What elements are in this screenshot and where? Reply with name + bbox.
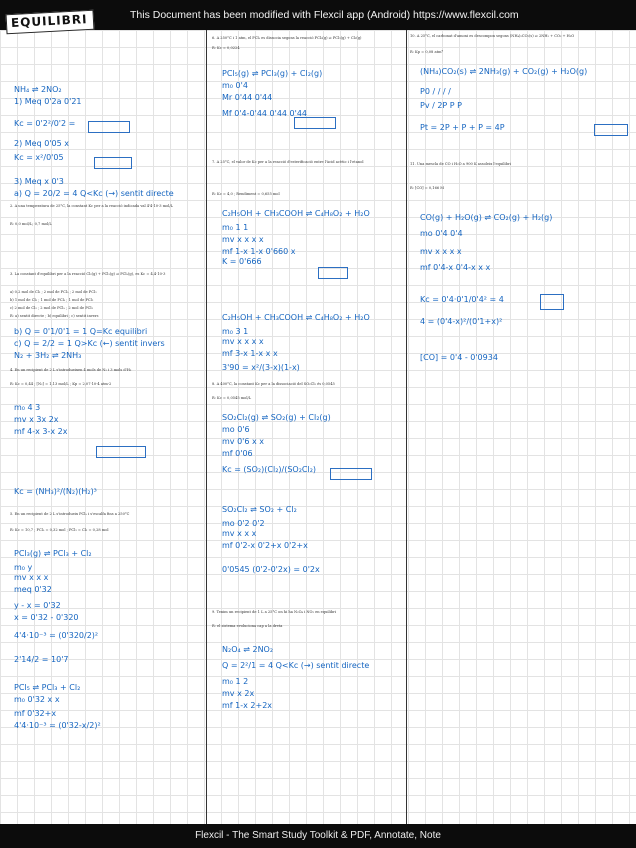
handwritten-line: mf 0'2-x 0'2+x 0'2+x <box>222 541 308 550</box>
printed-exercise-text: b) 1 mol de Cl₂ ; 1 mol de PCl₅ ; 1 mol de PCl₃ <box>10 298 94 302</box>
handwritten-line: b) Q = 0'1/0'1 = 1 Q=Kc equilibri <box>14 327 148 336</box>
handwritten-line: mo 0'2 0'2 <box>222 519 265 528</box>
handwritten-line: m₀ 3 1 <box>222 327 249 336</box>
watermark-notice: This Document has been modified with Flexcil app (Android) https://www.flexcil.com <box>130 9 519 21</box>
handwritten-line: C₂H₅OH + CH₃COOH ⇌ C₄H₈O₂ + H₂O <box>222 313 370 322</box>
result-box <box>594 124 628 136</box>
handwritten-line: mv x x x x <box>222 337 264 346</box>
handwritten-line: 4 = (0'4-x)²/(0'1+x)² <box>420 317 503 326</box>
printed-exercise-text: R: Kc = 4,0 ; Rendiment = 0,655 mol <box>212 192 280 196</box>
handwritten-line: K = 0'666 <box>222 257 262 266</box>
handwritten-line: m₀ y <box>14 563 33 572</box>
handwritten-line: mo 0'6 <box>222 425 250 434</box>
handwritten-line: PCl₃(g) ⇌ PCl₃ + Cl₂ <box>14 549 92 558</box>
handwritten-line: Q = 2²/1 = 4 Q<Kc (→) sentit directe <box>222 661 370 670</box>
printed-exercise-text: 7. A 25°C, el valor de Kc per a la reacció d'esterificació entre l'àcid acètic i l'etanol <box>212 160 364 164</box>
graph-paper-page <box>0 30 636 824</box>
handwritten-line: PCl₅ ⇌ PCl₃ + Cl₂ <box>14 683 81 692</box>
handwritten-line: mf 4-x 3-x 2x <box>14 427 68 436</box>
printed-exercise-text: 2. A una temperatura de 25°C, la constant Kc per a la reacció indicada val 4'4·10-3 mol/L <box>10 204 174 208</box>
handwritten-line: Kc = x²/0'05 <box>14 153 64 162</box>
handwritten-line: mv x 2x <box>222 689 255 698</box>
handwritten-line: mv x x x <box>14 573 49 582</box>
handwritten-line: mv x x x x <box>420 247 462 256</box>
printed-exercise-text: c) 2 mol de Cl₂ ; 2 mol de PCl₅ ; 2 mol de PCl₃ <box>10 306 93 310</box>
handwritten-line: mf 0'4-x 0'4-x x x <box>420 263 491 272</box>
printed-exercise-text: R: Kc = 10,7 ; PCl₅ = 0,32 mol ; PCl₃ = Cl₂ = 0,28 mol <box>10 528 109 532</box>
printed-exercise-text: 6. A 250°C i 1 atm, el PCl₅ es dissocia segons la reacció PCl₅(g) ⇌ PCl₃(g) + Cl₂(g) <box>212 36 362 40</box>
printed-exercise-text: R: [CO] = 0,166 M <box>410 186 444 190</box>
handwritten-line: (NH₄)CO₂(s) ⇌ 2NH₃(g) + CO₂(g) + H₂O(g) <box>420 67 588 76</box>
handwritten-line: mv x 3x 2x <box>14 415 59 424</box>
handwritten-line: Kc = (NH₃)²/(N₂)(H₂)³ <box>14 487 97 496</box>
handwritten-line: mv x x x x <box>222 235 264 244</box>
handwritten-line: Kc = 0'2²/0'2 = <box>14 119 76 128</box>
handwritten-line: m₀ 0'4 <box>222 81 248 90</box>
handwritten-line: m₀ 1 1 <box>222 223 249 232</box>
printed-exercise-text: a) 0,2 mol de Cl₂ ; 2 mol de PCl₅ ; 2 mol de PCl₃ <box>10 290 97 294</box>
handwritten-line: PCl₅(g) ⇌ PCl₃(g) + Cl₂(g) <box>222 69 323 78</box>
handwritten-line: mf 1-x 2+2x <box>222 701 273 710</box>
handwritten-line: Mf 0'4-0'44 0'44 0'44 <box>222 109 308 118</box>
result-box <box>318 267 348 279</box>
printed-exercise-text: 10. A 25°C, el carbonat d'amoni es descompon segons (NH₄)₂CO₃(s) ⇌ 2NH₃ + CO₂ + H₂O <box>410 34 575 38</box>
column-divider-left <box>206 30 207 824</box>
handwritten-line: mo 0'4 0'4 <box>420 229 463 238</box>
handwritten-line: 2'14/2 = 10'7 <box>14 655 69 664</box>
printed-exercise-text: R: a) sentit directe ; b) equilibri ; c) sentit invers <box>10 314 99 318</box>
printed-exercise-text: R: Kc = 0,0545 mol/L <box>212 396 252 400</box>
handwritten-line: meq 0'32 <box>14 585 52 594</box>
handwritten-line: 0'0545 (0'2-0'2x) = 0'2x <box>222 565 320 574</box>
handwritten-line: SO₂Cl₂(g) ⇌ SO₂(g) + Cl₂(g) <box>222 413 331 422</box>
handwritten-line: y - x = 0'32 <box>14 601 61 610</box>
handwritten-line: mv 0'6 x x <box>222 437 265 446</box>
printed-exercise-text: 11. Una mescla de CO i H₂O a 900 K assoleix l'equilibri <box>410 162 511 166</box>
handwritten-line: mf 1-x 1-x 0'660 x <box>222 247 296 256</box>
handwritten-line: c) Q = 2/2 = 1 Q>Kc (←) sentit invers <box>14 339 165 348</box>
column-divider-right <box>406 30 407 824</box>
result-box <box>540 294 564 310</box>
handwritten-line: mv x x x <box>222 529 257 538</box>
handwritten-line: [CO] = 0'4 - 0'0934 <box>420 353 498 362</box>
printed-exercise-text: R: Kc = 0,44 ; [N₂] = 1,13 mol/L ; Kp = 2,07·10-4 atm-2 <box>10 382 112 386</box>
printed-exercise-text: 8. A 400°C, la constant Kc per a la dissociació del SO₂Cl₂ és 0,0545 <box>212 382 335 386</box>
handwritten-line: 3) Meq x 0'3 <box>14 177 64 186</box>
printed-exercise-text: 4. En un recipient de 2 L s'introdueixen 4 mols de N₂ i 3 mols d'H₂ <box>10 368 132 372</box>
result-box <box>294 117 336 129</box>
handwritten-line: Pv / 2P P P <box>420 101 462 110</box>
watermark-bar <box>0 0 636 30</box>
handwritten-line: mf 0'32+x <box>14 709 57 718</box>
handwritten-line: P0 / / / / <box>420 87 451 96</box>
printed-exercise-text: R: 0,0 mol/L; 0,7 mol/L <box>10 222 52 226</box>
handwritten-line: m₀ 0'32 x x <box>14 695 60 704</box>
printed-exercise-text: R: Kc = 0,0224 <box>212 46 240 50</box>
result-box <box>94 157 132 169</box>
handwritten-line: Kc = (SO₂)(Cl₂)/(SO₂Cl₂) <box>222 465 317 474</box>
footer-bar <box>0 824 636 848</box>
document-title: EQUILIBRI <box>10 12 88 31</box>
printed-exercise-text: 9. Tenim un recipient de 1 L a 25°C on hi ha N₂O₄ i NO₂ en equilibri <box>212 610 337 614</box>
handwritten-line: 4'4·10⁻³ = (0'320/2)² <box>14 631 99 640</box>
handwritten-line: m₀ 4 3 <box>14 403 41 412</box>
handwritten-line: mf 0'06 <box>222 449 253 458</box>
result-box <box>88 121 130 133</box>
printed-exercise-text: R: Kp = 0,08 atm⁴ <box>410 50 443 54</box>
handwritten-line: 3'90 = x²/(3-x)(1-x) <box>222 363 300 372</box>
printed-exercise-text: 5. En un recipient de 2 L s'introdueix PCl₅ i s'escalfa fins a 250°C <box>10 512 130 516</box>
footer-text: Flexcil - The Smart Study Toolkit & PDF, Annotate, Note <box>195 830 441 841</box>
result-box <box>330 468 372 480</box>
handwritten-line: 4'4·10⁻³ = (0'32-x/2)² <box>14 721 101 730</box>
handwritten-line: N₂ + 3H₂ ⇌ 2NH₃ <box>14 351 82 360</box>
result-box <box>96 446 146 458</box>
handwritten-line: x = 0'32 - 0'320 <box>14 613 79 622</box>
handwritten-line: NH₄ ⇌ 2NO₂ <box>14 85 62 94</box>
printed-exercise-text: R: el sistema evoluciona cap a la dreta <box>212 624 283 628</box>
handwritten-line: mf 3-x 1-x x x <box>222 349 278 358</box>
printed-exercise-text: 3. La constant d'equilibri per a la reacció Cl₂(g) + PCl₃(g) ⇌ PCl₅(g), es Kc = 4,4·10-3 <box>10 272 166 276</box>
handwritten-line: C₂H₅OH + CH₃COOH ⇌ C₄H₈O₂ + H₂O <box>222 209 370 218</box>
handwritten-line: 1) Meq 0'2a 0'21 <box>14 97 82 106</box>
handwritten-line: CO(g) + H₂O(g) ⇌ CO₂(g) + H₂(g) <box>420 213 553 222</box>
handwritten-line: 2) Meq 0'05 x <box>14 139 69 148</box>
handwritten-line: Pt = 2P + P + P = 4P <box>420 123 505 132</box>
handwritten-line: Kc = 0'4·0'1/0'4² = 4 <box>420 295 504 304</box>
handwritten-line: a) Q = 20/2 = 4 Q<Kc (→) sentit directe <box>14 189 174 198</box>
handwritten-line: Mr 0'44 0'44 <box>222 93 273 102</box>
handwritten-line: N₂O₄ ⇌ 2NO₂ <box>222 645 274 654</box>
handwritten-line: m₀ 1 2 <box>222 677 249 686</box>
handwritten-line: SO₂Cl₂ ⇌ SO₂ + Cl₂ <box>222 505 297 514</box>
